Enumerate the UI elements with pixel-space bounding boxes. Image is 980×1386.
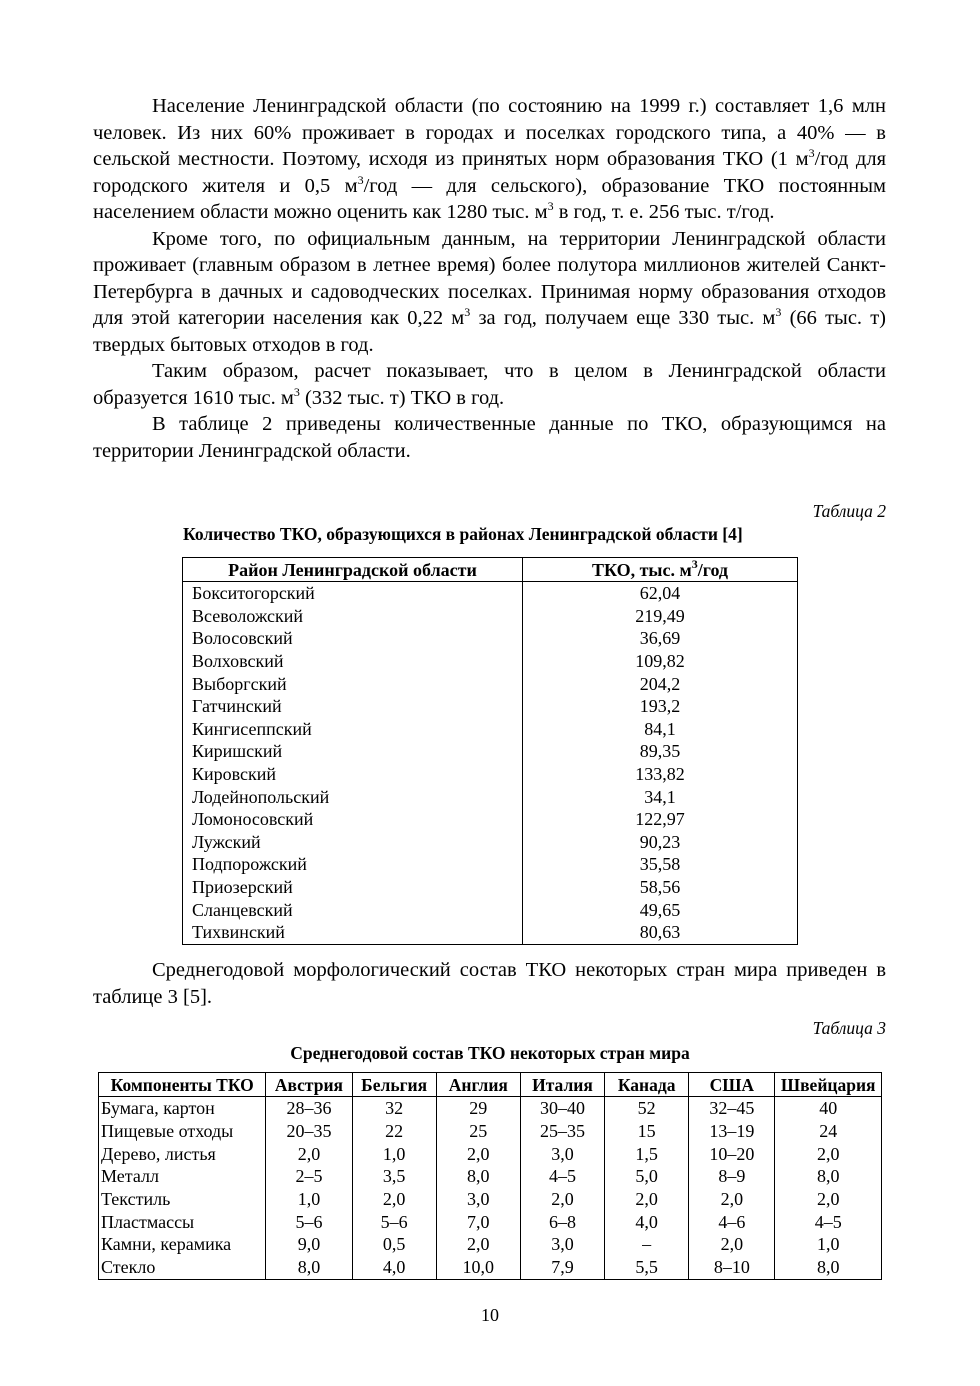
composition-value: 5,5 (605, 1256, 689, 1279)
table2-row (183, 831, 798, 854)
table2-title: Количество ТКО, образующихся в районах Ленинградской области [4] (183, 524, 743, 544)
district-name: Кингисеппский (183, 718, 523, 741)
paragraph-table2-intro: В таблице 2 приведены количественные данные по ТКО, образующимся на территории Ленинградской области. (93, 413, 886, 462)
district-name: Волховский (183, 650, 523, 673)
table2-row (183, 627, 798, 650)
table3-row (99, 1188, 882, 1211)
composition-value: 2,0 (352, 1188, 436, 1211)
table2-row (183, 672, 798, 695)
table2-row (183, 650, 798, 673)
tko-value: 193,2 (523, 695, 798, 718)
composition-value: 3,0 (520, 1233, 604, 1256)
composition-value: 2,0 (775, 1188, 882, 1211)
district-name: Лодейнопольский (183, 785, 523, 808)
tko-value: 36,69 (523, 627, 798, 650)
component-name: Стекло (99, 1256, 266, 1279)
table3-row (99, 1097, 882, 1120)
composition-value: 25 (436, 1120, 520, 1143)
district-name: Волосовский (183, 627, 523, 650)
composition-value: 2,0 (266, 1142, 352, 1165)
district-name: Выборгский (183, 672, 523, 695)
tko-value: 62,04 (523, 582, 798, 605)
table2-row (183, 763, 798, 786)
table3-row (99, 1165, 882, 1188)
table2-row (183, 876, 798, 899)
composition-value: 2,0 (605, 1188, 689, 1211)
component-name: Пластмассы (99, 1210, 266, 1233)
composition-value: 20–35 (266, 1120, 352, 1143)
composition-value: 13–19 (689, 1120, 775, 1143)
table2 (182, 557, 798, 945)
composition-value: 2,0 (520, 1188, 604, 1211)
table2-row (183, 718, 798, 741)
table3 (98, 1072, 882, 1280)
composition-value: 10–20 (689, 1142, 775, 1165)
district-name: Кировский (183, 763, 523, 786)
composition-value: 52 (605, 1097, 689, 1120)
composition-value: 40 (775, 1097, 882, 1120)
composition-value: 22 (352, 1120, 436, 1143)
composition-value: 29 (436, 1097, 520, 1120)
table3-row (99, 1256, 882, 1279)
paragraph-summer-residents: Кроме того, по официальным данным, на территории Ленинградской области проживает (главным образом в летнее время) более полутора миллионов жителей Санкт-Петербурга в дачных и садоводческих поселках. Принимая норму образования отходов для этой категории населения как 0,22 $м^3$ за год, получаем еще 330 тыс. $м^3$ (66 тыс. т) твердых бытовых отходов в год. (93, 227, 887, 356)
composition-value: 1,5 (605, 1142, 689, 1165)
district-name: Киришский (183, 740, 523, 763)
composition-value: 30–40 (520, 1097, 604, 1120)
composition-value: 2,0 (689, 1233, 775, 1256)
composition-value: 9,0 (266, 1233, 352, 1256)
composition-value: 3,0 (436, 1188, 520, 1211)
table2-row (183, 898, 798, 921)
component-name: Камни, керамика (99, 1233, 266, 1256)
table3-label: Таблица 3 (812, 1018, 886, 1038)
table2-row (183, 695, 798, 718)
district-name: Сланцевский (183, 898, 523, 921)
tko-value: 35,58 (523, 853, 798, 876)
tko-value: 80,63 (523, 921, 798, 944)
district-name: Ломоносовский (183, 808, 523, 831)
composition-value: 6–8 (520, 1210, 604, 1233)
table3-header-cell: Канада (605, 1073, 689, 1097)
paragraph-population: Население Ленинградской области (по состоянию на 1999 г.) составляет 1,6 млн человек. Из них 60% проживает в городах и поселках городского типа, а 40% — в сельской местности. Поэтому, исходя из принятых норм образования ТКО (1 $м^3$/год для городского жителя и 0,5 $м^3$/год — для сельского), образование ТКО постоянным населением области можно оценить как 1280 тыс. $м^3$ в год, т. е. 256 тыс. т/год. (93, 95, 886, 223)
table3-header-cell: Швейцария (775, 1073, 882, 1097)
tko-value: 219,49 (523, 605, 798, 628)
district-name: Подпорожский (183, 853, 523, 876)
composition-value: 5–6 (266, 1210, 352, 1233)
composition-value: 2–5 (266, 1165, 352, 1188)
composition-value: 2,0 (436, 1233, 520, 1256)
composition-value: 2,0 (689, 1188, 775, 1211)
table2-row (183, 853, 798, 876)
component-name: Металл (99, 1165, 266, 1188)
composition-value: 8,0 (266, 1256, 352, 1279)
composition-value: 25–35 (520, 1120, 604, 1143)
tko-value: 122,97 (523, 808, 798, 831)
composition-value: 3,5 (352, 1165, 436, 1188)
body-text-middle (93, 957, 886, 1010)
composition-value: 4–6 (689, 1210, 775, 1233)
paragraph-table3-intro: Среднегодовой морфологический состав ТКО некоторых стран мира приведен в таблице 3 [5]. (93, 959, 886, 1008)
table3-header-cell: Италия (520, 1073, 604, 1097)
tko-value: 49,65 (523, 898, 798, 921)
table3-header-cell: Компоненты ТКО (99, 1073, 266, 1097)
tko-value: 133,82 (523, 763, 798, 786)
table3-header-cell: США (689, 1073, 775, 1097)
table2-row (183, 921, 798, 944)
table2-row (183, 582, 798, 605)
component-name: Бумага, картон (99, 1097, 266, 1120)
composition-value: 15 (605, 1120, 689, 1143)
composition-value: 28–36 (266, 1097, 352, 1120)
composition-value: 4–5 (775, 1210, 882, 1233)
composition-value: 8,0 (775, 1256, 882, 1279)
table3-title: Среднегодовой состав ТКО некоторых стран мира (290, 1043, 690, 1063)
composition-value: 7,9 (520, 1256, 604, 1279)
table3-row (99, 1120, 882, 1143)
district-name: Бокситогорский (183, 582, 523, 605)
body-text-top (93, 93, 886, 464)
table3-header-cell: Австрия (266, 1073, 352, 1097)
table2-label: Таблица 2 (812, 501, 886, 521)
component-name: Пищевые отходы (99, 1120, 266, 1143)
table2-col-tko: ТКО, тыс. $м^3$/год (523, 558, 798, 582)
tko-value: 89,35 (523, 740, 798, 763)
district-name: Лужский (183, 831, 523, 854)
composition-value: 4,0 (352, 1256, 436, 1279)
composition-value: 24 (775, 1120, 882, 1143)
composition-value: 32–45 (689, 1097, 775, 1120)
table3-header-cell: Англия (436, 1073, 520, 1097)
composition-value: 5,0 (605, 1165, 689, 1188)
tko-value: 109,82 (523, 650, 798, 673)
table2-row (183, 740, 798, 763)
composition-value: 2,0 (436, 1142, 520, 1165)
composition-value: 10,0 (436, 1256, 520, 1279)
composition-value: – (605, 1233, 689, 1256)
composition-value: 32 (352, 1097, 436, 1120)
composition-value: 8–10 (689, 1256, 775, 1279)
tko-value: 90,23 (523, 831, 798, 854)
composition-value: 7,0 (436, 1210, 520, 1233)
tko-value: 204,2 (523, 672, 798, 695)
component-name: Текстиль (99, 1188, 266, 1211)
district-name: Приозерский (183, 876, 523, 899)
composition-value: 1,0 (266, 1188, 352, 1211)
composition-value: 4–5 (520, 1165, 604, 1188)
composition-value: 8–9 (689, 1165, 775, 1188)
tko-value: 58,56 (523, 876, 798, 899)
district-name: Гатчинский (183, 695, 523, 718)
table3-row (99, 1142, 882, 1165)
tko-value: 84,1 (523, 718, 798, 741)
district-name: Всеволожский (183, 605, 523, 628)
table3-row (99, 1233, 882, 1256)
composition-value: 2,0 (775, 1142, 882, 1165)
table2-row (183, 808, 798, 831)
table3-header-row (99, 1073, 882, 1097)
page-number: 10 (481, 1305, 499, 1325)
composition-value: 8,0 (775, 1165, 882, 1188)
composition-value: 0,5 (352, 1233, 436, 1256)
composition-value: 3,0 (520, 1142, 604, 1165)
table2-row (183, 785, 798, 808)
composition-value: 1,0 (775, 1233, 882, 1256)
table2-row (183, 605, 798, 628)
table2-col-district: Район Ленинградской области (183, 558, 523, 582)
composition-value: 1,0 (352, 1142, 436, 1165)
composition-value: 8,0 (436, 1165, 520, 1188)
table2-header-row (183, 558, 798, 582)
composition-value: 5–6 (352, 1210, 436, 1233)
table3-row (99, 1210, 882, 1233)
district-name: Тихвинский (183, 921, 523, 944)
tko-value: 34,1 (523, 785, 798, 808)
component-name: Дерево, листья (99, 1142, 266, 1165)
paragraph-total: Таким образом, расчет показывает, что в целом в Ленинградской области образуется 1610 тыс. $м^3$ (332 тыс. т) ТКО в год. (93, 360, 886, 409)
table3-header-cell: Бельгия (352, 1073, 436, 1097)
composition-value: 4,0 (605, 1210, 689, 1233)
